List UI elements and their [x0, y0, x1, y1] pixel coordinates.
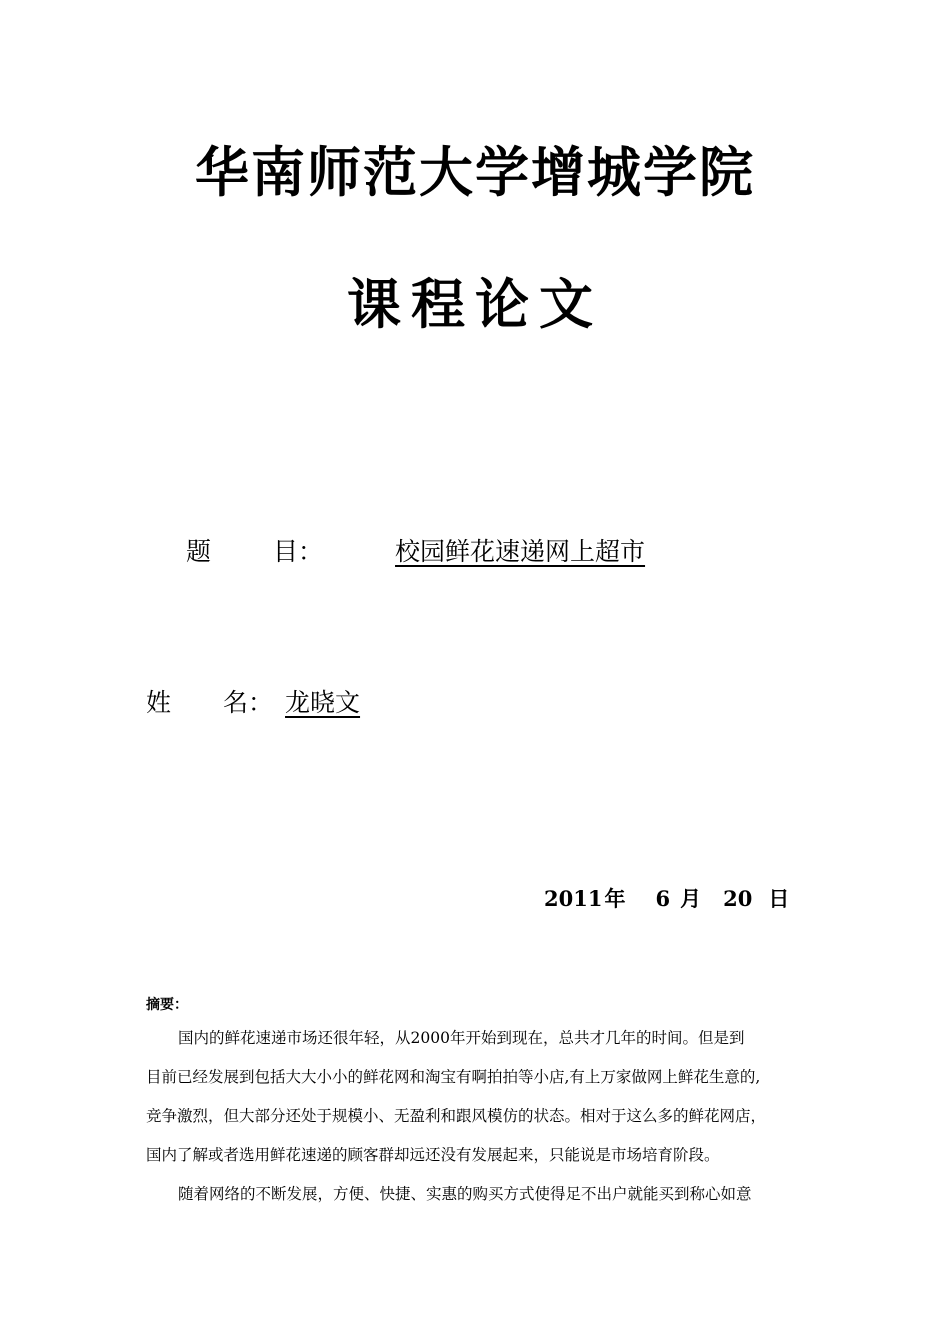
date-month: 6	[655, 886, 671, 911]
abstract-p2-line: 随着网络的不断发展，方便、快捷、实惠的购买方式使得足不出户就能买到称心如意	[178, 1185, 752, 1203]
topic-field	[186, 532, 645, 568]
date-day: 20	[723, 886, 753, 911]
topic-value: 校园鲜花速递网上超市	[395, 537, 646, 566]
topic-label-char1: 题	[186, 537, 212, 566]
name-value: 龙晓文	[285, 688, 361, 717]
date-year-unit: 年	[604, 886, 626, 911]
abstract-paragraph-1	[146, 1019, 811, 1175]
abstract-p1-line: 目前已经发展到包括大大小小的鲜花网和淘宝有啊拍拍等小店,有上万家做网上鲜花生意的,	[146, 1068, 761, 1086]
paper-type-title: 课程论文	[347, 273, 603, 336]
abstract-p1-line: 竞争激烈，但大部分还处于规模小、无盈利和跟风模仿的状态。相对于这么多的鲜花网店，	[146, 1107, 767, 1125]
abstract-p1-line: 国内了解或者选用鲜花速递的顾客群却远还没有发展起来，只能说是市场培育阶段。	[146, 1146, 720, 1164]
name-field	[146, 683, 436, 719]
name-underline	[273, 688, 436, 717]
university-name: 华南师范大学增城学院	[195, 141, 755, 204]
abstract-p1-line: 国内的鲜花速递市场还很年轻，从2000年开始到现在，总共才几年的时间。但是到	[178, 1029, 745, 1047]
name-label-char2: 名：	[223, 688, 274, 717]
name-label-char1: 姓	[146, 688, 172, 717]
submission-date	[544, 883, 789, 913]
date-day-unit: 日	[768, 886, 790, 911]
date-month-unit: 月	[680, 886, 702, 911]
abstract-paragraph-2	[146, 1175, 811, 1214]
date-year: 2011	[544, 886, 603, 911]
topic-label-char2: 目：	[273, 537, 324, 566]
topic-underline	[323, 537, 645, 566]
abstract-label: 摘要：	[146, 997, 188, 1013]
